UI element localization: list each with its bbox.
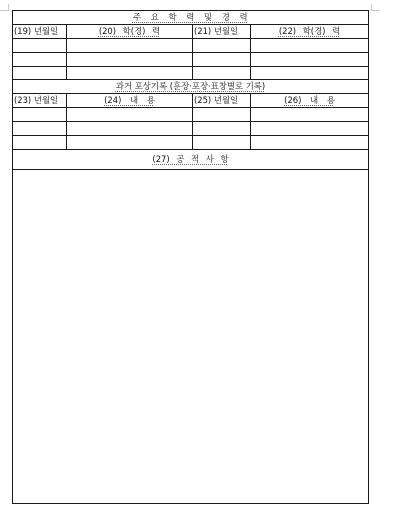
awards-cell[interactable] <box>67 122 193 136</box>
awards-cell[interactable] <box>13 108 67 122</box>
award-form-table <box>12 10 369 504</box>
career-header-history-2: (22) 학(경) 력 <box>251 24 369 38</box>
awards-cell[interactable] <box>193 136 251 150</box>
merits-section-title <box>13 149 369 169</box>
table-row <box>13 136 369 150</box>
crop-mark-top-left <box>0 4 9 11</box>
merits-title-row <box>13 149 369 169</box>
career-cell[interactable] <box>67 38 193 52</box>
career-cell[interactable] <box>193 38 251 52</box>
merits-title-text: (27) 공 적 사 항 <box>152 153 229 164</box>
career-cell[interactable] <box>67 52 193 66</box>
awards-title-text: 과거 포상기록 (훈장·포장·표창별로 기록) <box>115 81 266 92</box>
career-cell[interactable] <box>13 66 67 80</box>
table-row <box>13 66 369 80</box>
career-cell[interactable] <box>193 52 251 66</box>
awards-section-title <box>13 80 369 94</box>
awards-cell[interactable] <box>13 122 67 136</box>
table-row <box>13 52 369 66</box>
merits-content-row <box>13 169 369 503</box>
career-cell[interactable] <box>251 66 369 80</box>
career-header-date-2: (21) 년월일 <box>193 24 251 38</box>
career-cell[interactable] <box>251 52 369 66</box>
career-cell[interactable] <box>193 66 251 80</box>
career-title-row <box>13 11 369 25</box>
career-header-row <box>13 24 369 38</box>
awards-cell[interactable] <box>67 136 193 150</box>
career-section-title <box>13 11 369 25</box>
career-cell[interactable] <box>251 38 369 52</box>
table-row <box>13 38 369 52</box>
table-row <box>13 122 369 136</box>
awards-cell[interactable] <box>193 108 251 122</box>
crop-mark-top-right <box>371 4 380 11</box>
awards-cell[interactable] <box>251 108 369 122</box>
awards-cell[interactable] <box>251 136 369 150</box>
career-header-history-1: (20) 학(경) 력 <box>67 24 193 38</box>
career-cell[interactable] <box>13 52 67 66</box>
awards-header-content-1: (24) 내 용 <box>67 94 193 108</box>
awards-cell[interactable] <box>251 122 369 136</box>
awards-cell[interactable] <box>67 108 193 122</box>
awards-header-row <box>13 94 369 108</box>
awards-header-content-2: (26) 내 용 <box>251 94 369 108</box>
merits-content-area[interactable] <box>13 169 369 503</box>
career-header-date-1: (19) 년월일 <box>13 24 67 38</box>
awards-cell[interactable] <box>13 136 67 150</box>
awards-header-date-2: (25) 년월일 <box>193 94 251 108</box>
awards-title-row <box>13 80 369 94</box>
awards-header-date-1: (23) 년월일 <box>13 94 67 108</box>
table-row <box>13 108 369 122</box>
career-cell[interactable] <box>67 66 193 80</box>
career-title-text: 주 요 학 력 및 경 력 <box>132 11 249 22</box>
awards-cell[interactable] <box>193 122 251 136</box>
career-cell[interactable] <box>13 38 67 52</box>
